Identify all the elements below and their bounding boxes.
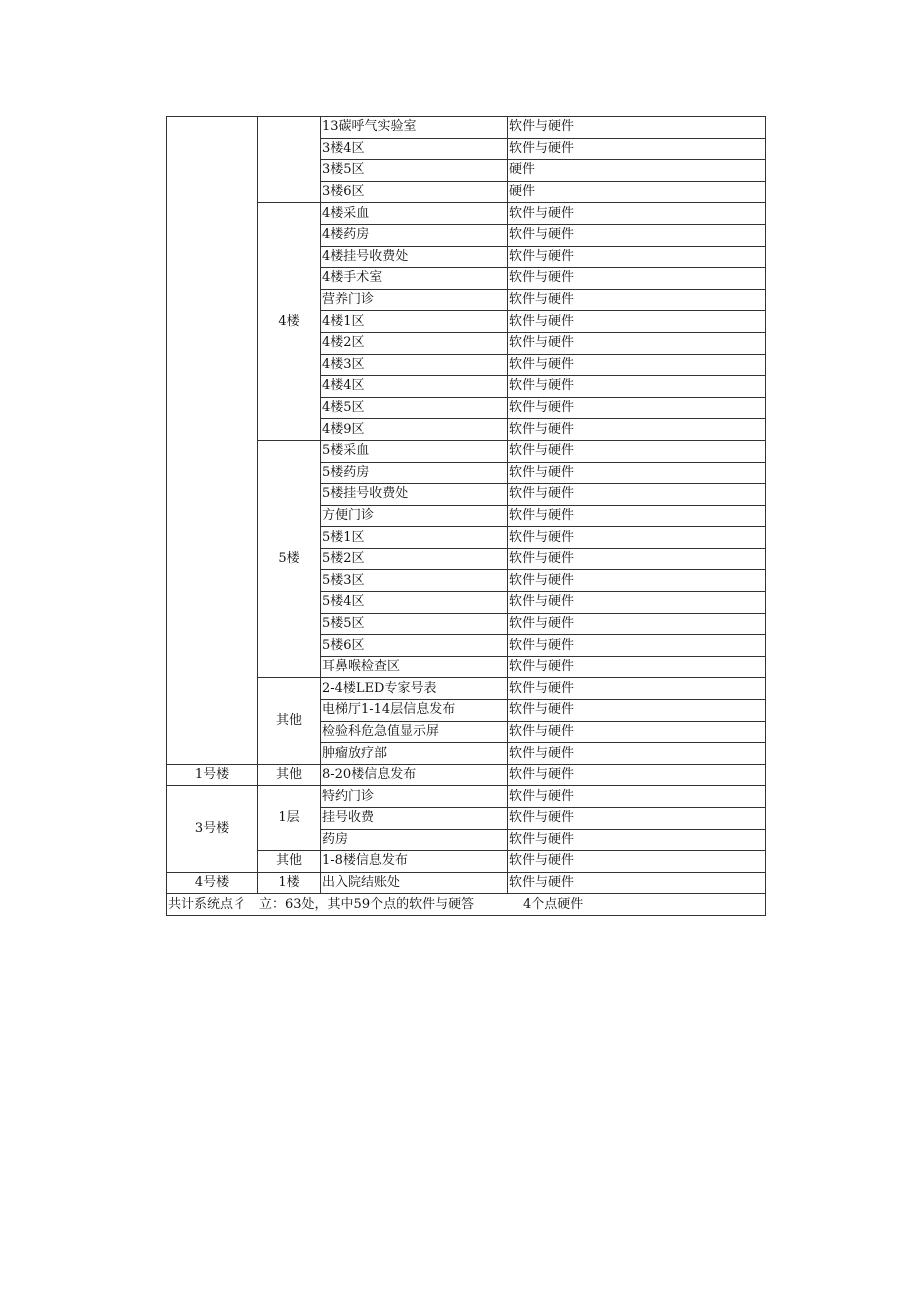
location-cell: 5楼药房 — [321, 462, 508, 484]
type-cell: 软件与硬件 — [508, 419, 766, 441]
location-cell: 出入院结账处 — [321, 872, 508, 894]
floor-cell: 其他 — [258, 678, 321, 764]
location-cell: 4楼采血 — [321, 203, 508, 225]
type-cell: 软件与硬件 — [508, 440, 766, 462]
type-cell: 软件与硬件 — [508, 570, 766, 592]
floor-cell: 其他 — [258, 764, 321, 786]
type-cell: 软件与硬件 — [508, 311, 766, 333]
type-cell: 软件与硬件 — [508, 743, 766, 765]
type-cell: 软件与硬件 — [508, 376, 766, 398]
location-cell: 5楼挂号收费处 — [321, 484, 508, 506]
location-cell: 耳鼻喉检查区 — [321, 656, 508, 678]
type-cell: 软件与硬件 — [508, 592, 766, 614]
type-cell: 软件与硬件 — [508, 721, 766, 743]
building-cell: 3号楼 — [167, 786, 258, 872]
location-cell: 4楼药房 — [321, 224, 508, 246]
type-cell: 软件与硬件 — [508, 484, 766, 506]
location-cell: 5楼3区 — [321, 570, 508, 592]
location-cell: 2-4楼LED专家号表 — [321, 678, 508, 700]
location-cell: 4楼3区 — [321, 354, 508, 376]
type-cell: 软件与硬件 — [508, 764, 766, 786]
floor-cell: 4楼 — [258, 203, 321, 441]
location-cell: 8-20楼信息发布 — [321, 764, 508, 786]
location-cell: 特约门诊 — [321, 786, 508, 808]
type-cell: 软件与硬件 — [508, 548, 766, 570]
building-cell: 1号楼 — [167, 764, 258, 786]
floor-cell: 其他 — [258, 851, 321, 873]
location-cell: 3楼5区 — [321, 160, 508, 182]
location-cell: 5楼采血 — [321, 440, 508, 462]
type-cell: 软件与硬件 — [508, 613, 766, 635]
type-cell: 软件与硬件 — [508, 700, 766, 722]
location-cell: 4楼5区 — [321, 397, 508, 419]
location-cell: 营养门诊 — [321, 289, 508, 311]
location-cell: 4楼2区 — [321, 332, 508, 354]
type-cell: 软件与硬件 — [508, 851, 766, 873]
location-cell: 5楼2区 — [321, 548, 508, 570]
location-cell: 4楼4区 — [321, 376, 508, 398]
summary-part-3: 4个点硬件 — [523, 896, 584, 912]
table-row — [167, 117, 766, 139]
type-cell: 软件与硬件 — [508, 635, 766, 657]
type-cell: 软件与硬件 — [508, 505, 766, 527]
type-cell: 软件与硬件 — [508, 332, 766, 354]
type-cell: 软件与硬件 — [508, 224, 766, 246]
type-cell: 软件与硬件 — [508, 397, 766, 419]
location-cell: 检验科危急值显示屏 — [321, 721, 508, 743]
location-cell: 电梯厅1-14层信息发布 — [321, 700, 508, 722]
type-cell: 软件与硬件 — [508, 462, 766, 484]
floor-cell: 1层 — [258, 786, 321, 851]
location-cell: 肿瘤放疗部 — [321, 743, 508, 765]
location-cell: 4楼手术室 — [321, 268, 508, 290]
type-cell: 软件与硬件 — [508, 527, 766, 549]
location-cell: 5楼6区 — [321, 635, 508, 657]
location-cell: 方便门诊 — [321, 505, 508, 527]
location-cell: 13碳呼气实验室 — [321, 117, 508, 139]
type-cell: 软件与硬件 — [508, 829, 766, 851]
location-cell: 3楼6区 — [321, 181, 508, 203]
type-cell: 软件与硬件 — [508, 678, 766, 700]
type-cell: 硬件 — [508, 181, 766, 203]
location-cell: 4楼1区 — [321, 311, 508, 333]
location-cell: 5楼5区 — [321, 613, 508, 635]
type-cell: 软件与硬件 — [508, 354, 766, 376]
building-cell: 4号楼 — [167, 872, 258, 894]
type-cell: 软件与硬件 — [508, 786, 766, 808]
floor-cell: 5楼 — [258, 440, 321, 678]
equipment-table — [166, 116, 766, 916]
building-cell — [167, 117, 258, 765]
type-cell: 硬件 — [508, 160, 766, 182]
type-cell: 软件与硬件 — [508, 203, 766, 225]
table-row — [167, 872, 766, 894]
location-cell: 4楼9区 — [321, 419, 508, 441]
floor-cell: 1楼 — [258, 872, 321, 894]
summary-row — [167, 894, 766, 916]
type-cell: 软件与硬件 — [508, 246, 766, 268]
type-cell: 软件与硬件 — [508, 289, 766, 311]
floor-cell — [258, 117, 321, 203]
location-cell: 4楼挂号收费处 — [321, 246, 508, 268]
summary-part-1: 共计系统点彳 — [168, 896, 247, 912]
summary-part-2: 立：63处，其中59个点的软件与硬答 — [259, 896, 475, 912]
type-cell: 软件与硬件 — [508, 138, 766, 160]
type-cell: 软件与硬件 — [508, 268, 766, 290]
location-cell: 挂号收费 — [321, 808, 508, 830]
type-cell: 软件与硬件 — [508, 117, 766, 139]
table-body — [167, 117, 766, 916]
type-cell: 软件与硬件 — [508, 808, 766, 830]
location-cell: 3楼4区 — [321, 138, 508, 160]
location-cell: 药房 — [321, 829, 508, 851]
type-cell: 软件与硬件 — [508, 656, 766, 678]
location-cell: 5楼1区 — [321, 527, 508, 549]
table-row — [167, 764, 766, 786]
table-row — [167, 786, 766, 808]
location-cell: 5楼4区 — [321, 592, 508, 614]
type-cell: 软件与硬件 — [508, 872, 766, 894]
summary-cell — [167, 894, 766, 916]
location-cell: 1-8楼信息发布 — [321, 851, 508, 873]
